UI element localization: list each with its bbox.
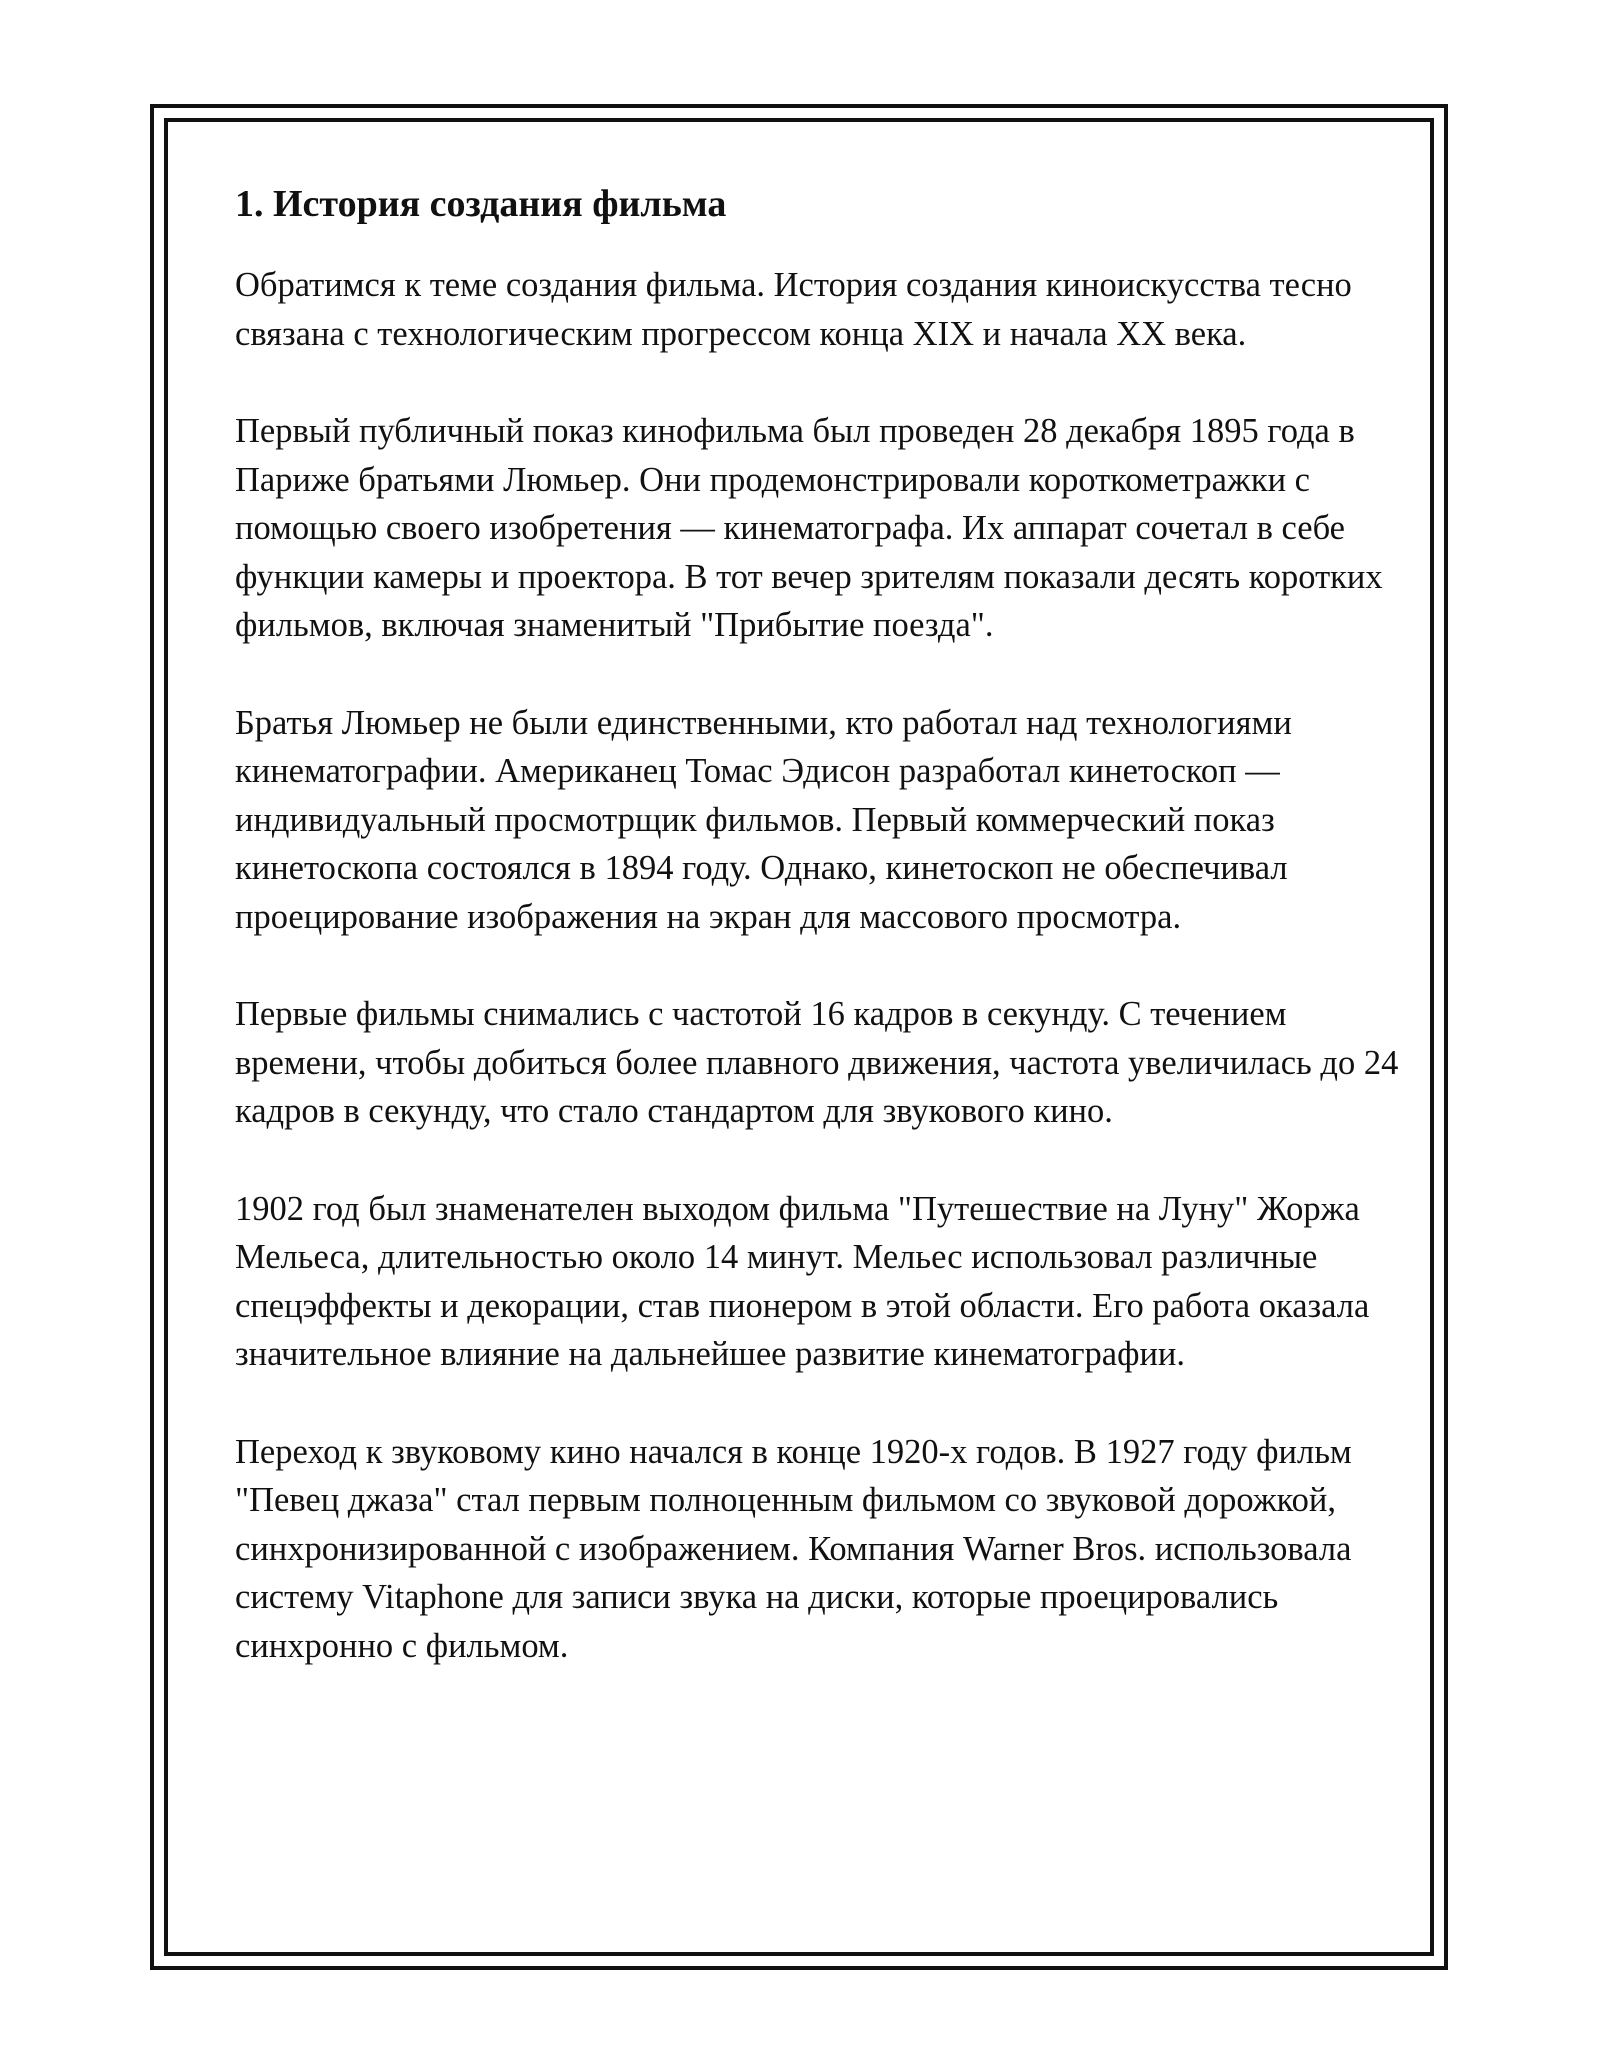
section-heading: 1. История создания фильма bbox=[235, 183, 727, 225]
paragraph-sound-film: Переход к звуковому кино начался в конце 1920-х годов. В 1927 году фильм "Певец джаза" стал первым полноценным фильмом со звуковой дорожкой, синхронизированной с изображением. Компания Warner Bros. использовала систему Vitaphone для записи звука на диски, которые проецировались синхронно с фильмом. bbox=[235, 1432, 1352, 1665]
document-body bbox=[235, 180, 1405, 1719]
paragraph-melies: 1902 год был знаменателен выходом фильма "Путешествие на Луну" Жоржа Мельеса, длительностью около 14 минут. Мельес использовал различные спецэффекты и декорации, став пионером в этой области. Его работа оказала значительное влияние на дальнейшее развитие кинематографии. bbox=[235, 1189, 1370, 1374]
paragraph-frame-rate: Первые фильмы снимались с частотой 16 кадров в секунду. С течением времени, чтобы добиться более плавного движения, частота увеличилась до 24 кадров в секунду, что стало стандартом для звукового кино. bbox=[235, 995, 1399, 1131]
paragraph-lumiere: Первый публичный показ кинофильма был проведен 28 декабря 1895 года в Париже братьями Люмьер. Они продемонстрировали короткометражки с помощью своего изобретения — кинематографа. Их аппарат сочетал в себе функции камеры и проектора. В тот вечер зрителям показали десять коротких фильмов, включая знаменитый "Прибытие поезда". bbox=[235, 412, 1383, 645]
paragraph-intro: Обратимся к теме создания фильма. История создания киноискусства тесно связана с технологическим прогрессом конца XIX и начала XX века. bbox=[235, 266, 1352, 353]
paragraph-edison: Братья Люмьер не были единственными, кто работал над технологиями кинематографии. Американец Томас Эдисон разработал кинетоскоп — индивидуальный просмотрщик фильмов. Первый коммерческий показ кинетоскопа состоялся в 1894 году. Однако, кинетоскоп не обеспечивал проецирование изображения на экран для массового просмотра. bbox=[235, 703, 1292, 936]
